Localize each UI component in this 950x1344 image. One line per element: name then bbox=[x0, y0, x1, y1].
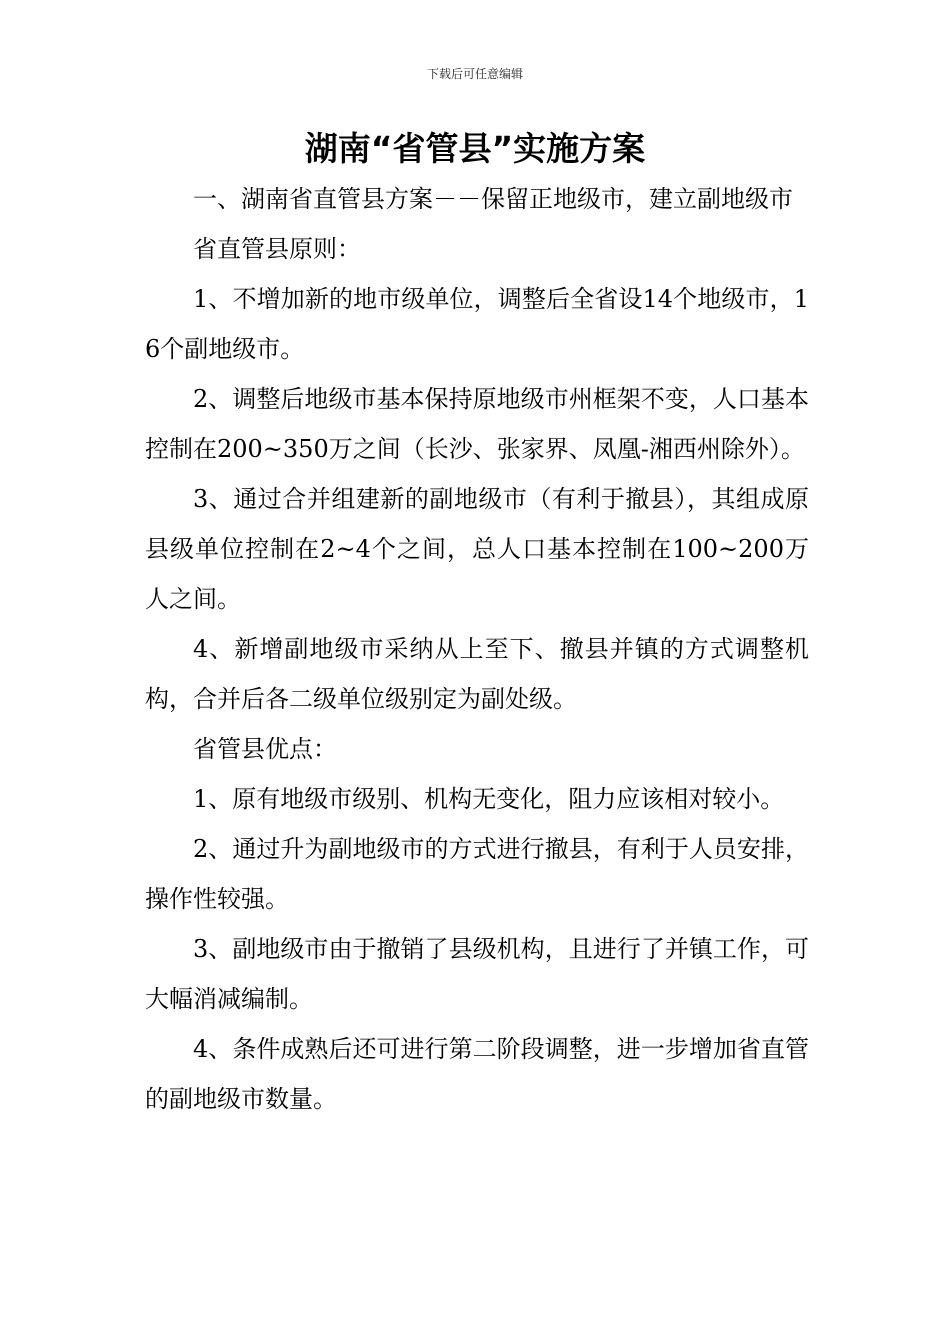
document-title: 湖南“省管县”实施方案 bbox=[304, 129, 646, 168]
principle-item-3: 3、通过合并组建新的副地级市（有利于撤县），其组成原县级单位控制在2~4个之间，总人口基本控制在100~200万人之间。 bbox=[145, 485, 809, 613]
section-heading-1: 一、湖南省直管县方案－－保留正地级市，建立副地级市 bbox=[193, 185, 793, 213]
advantage-item-2: 2、通过升为副地级市的方式进行撤县，有利于人员安排，操作性较强。 bbox=[145, 835, 809, 913]
principles-heading: 省直管县原则： bbox=[193, 235, 361, 263]
advantages-heading: 省管县优点： bbox=[193, 735, 337, 763]
principle-item-1: 1、不增加新的地市级单位，调整后全省设14个地级市，16个副地级市。 bbox=[145, 285, 809, 363]
document-body bbox=[145, 174, 809, 1124]
principle-item-4: 4、新增副地级市采纳从上至下、撤县并镇的方式调整机构，合并后各二级单位级别定为副处级。 bbox=[145, 635, 809, 713]
advantage-item-1: 1、原有地级市级别、机构无变化，阻力应该相对较小。 bbox=[193, 785, 785, 813]
header-note: 下载后可任意编辑 bbox=[426, 67, 523, 81]
advantage-item-3: 3、副地级市由于撤销了县级机构，且进行了并镇工作，可大幅消减编制。 bbox=[145, 935, 809, 1013]
principle-item-2: 2、调整后地级市基本保持原地级市州框架不变，人口基本控制在200~350万之间（长沙、张家界、凤凰-湘西州除外）。 bbox=[145, 385, 809, 463]
advantage-item-4: 4、条件成熟后还可进行第二阶段调整，进一步增加省直管的副地级市数量。 bbox=[145, 1035, 809, 1113]
